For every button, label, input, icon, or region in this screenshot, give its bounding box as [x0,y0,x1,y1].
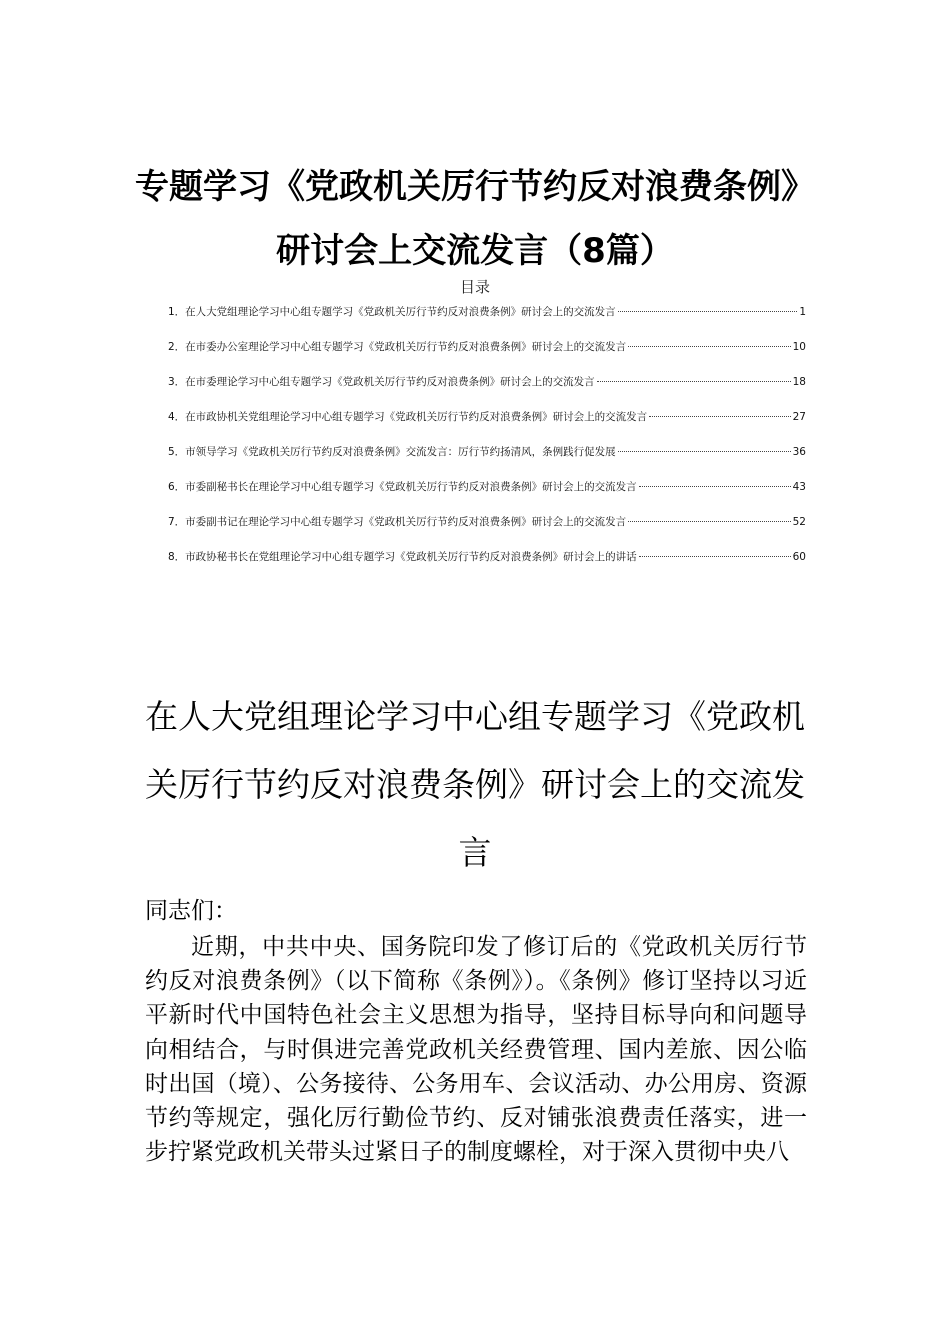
toc-leader-dots [618,451,791,452]
toc-entry[interactable] [168,339,806,374]
toc-page-number: 52 [792,516,806,528]
toc-entry-text: 6．市委副秘书长在理论学习中心组专题学习《党政机关厉行节约反对浪费条例》研讨会上的交流发言 [168,481,637,493]
toc-entry[interactable] [168,304,806,339]
table-of-contents [168,304,806,584]
toc-entry[interactable] [168,514,806,549]
toc-entry-text: 8．市政协秘书长在党组理论学习中心组专题学习《党政机关厉行节约反对浪费条例》研讨会上的讲话 [168,551,637,563]
toc-entry[interactable] [168,444,806,479]
toc-leader-dots [618,311,798,312]
document-title: 专题学习《党政机关厉行节约反对浪费条例》研讨会上交流发言（8篇） [135,166,815,271]
toc-page-number: 1 [799,306,806,318]
toc-entry[interactable] [168,409,806,444]
toc-page-number: 27 [792,411,806,423]
toc-entry[interactable] [168,549,806,584]
body-paragraph: 近期，中共中央、国务院印发了修订后的《党政机关厉行节约反对浪费条例》（以下简称《条例》）。《条例》修订坚持以习近平新时代中国特色社会主义思想为指导，坚持目标导向和问题导向相结合，与时俱进完善党政机关经费管理、国内差旅、因公临时出国（境）、公务接待、公务用车、会议活动、办公用房、资源节约等规定，强化厉行勤俭节约、反对铺张浪费责任落实，进一步拧紧党政机关带头过紧日子的制度螺栓，对于深入贯彻中央八 [145,934,807,1166]
toc-entry-text: 5．市领导学习《党政机关厉行节约反对浪费条例》交流发言：厉行节约扬清风，条例践行促发展 [168,446,616,458]
toc-leader-dots [649,416,790,417]
section-title: 在人大党组理论学习中心组专题学习《党政机关厉行节约反对浪费条例》研讨会上的交流发言 [145,697,805,873]
toc-entry[interactable] [168,479,806,514]
toc-page-number: 60 [792,551,806,563]
toc-page-number: 43 [792,481,806,493]
toc-leader-dots [628,346,790,347]
toc-leader-dots [639,486,791,487]
toc-page-number: 36 [792,446,806,458]
toc-leader-dots [597,381,791,382]
salutation: 同志们： [145,898,237,924]
toc-entry-text: 1．在人大党组理论学习中心组专题学习《党政机关厉行节约反对浪费条例》研讨会上的交流发言 [168,306,616,318]
toc-entry-text: 2．在市委办公室理论学习中心组专题学习《党政机关厉行节约反对浪费条例》研讨会上的交流发言 [168,341,627,353]
toc-leader-dots [628,521,790,522]
toc-entry-text: 4．在市政协机关党组理论学习中心组专题学习《党政机关厉行节约反对浪费条例》研讨会上的交流发言 [168,411,648,423]
toc-entry-text: 3．在市委理论学习中心组专题学习《党政机关厉行节约反对浪费条例》研讨会上的交流发言 [168,376,595,388]
toc-page-number: 10 [792,341,806,353]
toc-leader-dots [639,556,791,557]
toc-page-number: 18 [792,376,806,388]
toc-entry-text: 7．市委副书记在理论学习中心组专题学习《党政机关厉行节约反对浪费条例》研讨会上的交流发言 [168,516,627,528]
toc-entry[interactable] [168,374,806,409]
toc-heading: 目录 [459,278,490,296]
